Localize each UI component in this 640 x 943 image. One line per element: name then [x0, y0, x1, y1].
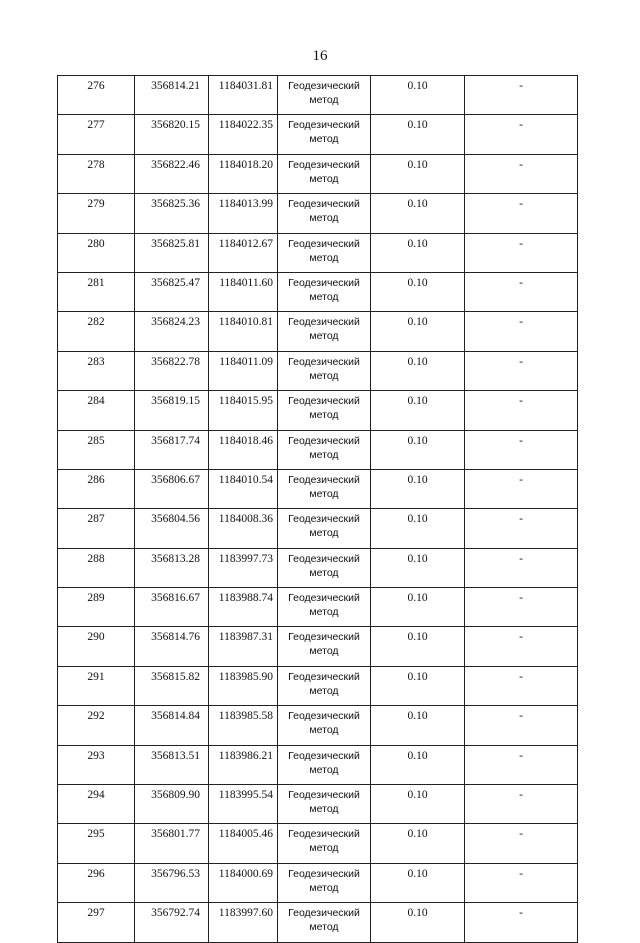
x-coordinate-cell: 356814.76 — [135, 627, 209, 666]
y-coordinate-cell: 1183985.90 — [209, 666, 278, 705]
y-coordinate-cell: 1184000.69 — [209, 863, 278, 902]
accuracy-cell: 0.10 — [371, 272, 465, 311]
table-row — [58, 76, 578, 115]
description-cell: - — [465, 115, 578, 154]
accuracy-cell: 0.10 — [371, 154, 465, 193]
point-number-cell: 294 — [58, 785, 135, 824]
x-coordinate-cell: 356801.77 — [135, 824, 209, 863]
point-number-cell: 282 — [58, 312, 135, 351]
y-coordinate-cell: 1184010.81 — [209, 312, 278, 351]
accuracy-cell: 0.10 — [371, 509, 465, 548]
y-coordinate-cell: 1183988.74 — [209, 588, 278, 627]
x-coordinate-cell: 356804.56 — [135, 509, 209, 548]
x-coordinate-cell: 356816.67 — [135, 588, 209, 627]
table-row — [58, 194, 578, 233]
table-row — [58, 272, 578, 311]
point-number-cell: 284 — [58, 391, 135, 430]
point-number-cell: 292 — [58, 706, 135, 745]
accuracy-cell: 0.10 — [371, 785, 465, 824]
accuracy-cell: 0.10 — [371, 627, 465, 666]
point-number-cell: 288 — [58, 548, 135, 587]
description-cell: - — [465, 351, 578, 390]
coordinates-table — [57, 75, 578, 943]
y-coordinate-cell: 1184013.99 — [209, 194, 278, 233]
method-cell: Геодезический метод — [278, 745, 371, 784]
table-row — [58, 903, 578, 942]
x-coordinate-cell: 356825.36 — [135, 194, 209, 233]
x-coordinate-cell: 356814.84 — [135, 706, 209, 745]
method-cell: Геодезический метод — [278, 666, 371, 705]
accuracy-cell: 0.10 — [371, 430, 465, 469]
y-coordinate-cell: 1184010.54 — [209, 469, 278, 508]
accuracy-cell: 0.10 — [371, 233, 465, 272]
description-cell: - — [465, 588, 578, 627]
description-cell: - — [465, 706, 578, 745]
point-number-cell: 293 — [58, 745, 135, 784]
x-coordinate-cell: 356820.15 — [135, 115, 209, 154]
y-coordinate-cell: 1184015.95 — [209, 391, 278, 430]
x-coordinate-cell: 356822.78 — [135, 351, 209, 390]
accuracy-cell: 0.10 — [371, 863, 465, 902]
point-number-cell: 280 — [58, 233, 135, 272]
table-row — [58, 627, 578, 666]
table-row — [58, 115, 578, 154]
y-coordinate-cell: 1184022.35 — [209, 115, 278, 154]
description-cell: - — [465, 430, 578, 469]
x-coordinate-cell: 356813.51 — [135, 745, 209, 784]
accuracy-cell: 0.10 — [371, 76, 465, 115]
point-number-cell: 295 — [58, 824, 135, 863]
y-coordinate-cell: 1184005.46 — [209, 824, 278, 863]
table-row — [58, 509, 578, 548]
page-number: 16 — [312, 48, 328, 64]
method-cell: Геодезический метод — [278, 391, 371, 430]
x-coordinate-cell: 356822.46 — [135, 154, 209, 193]
method-cell: Геодезический метод — [278, 233, 371, 272]
description-cell: - — [465, 154, 578, 193]
y-coordinate-cell: 1184018.46 — [209, 430, 278, 469]
accuracy-cell: 0.10 — [371, 824, 465, 863]
table-row — [58, 588, 578, 627]
point-number-cell: 291 — [58, 666, 135, 705]
accuracy-cell: 0.10 — [371, 548, 465, 587]
method-cell: Геодезический метод — [278, 509, 371, 548]
description-cell: - — [465, 391, 578, 430]
table-row — [58, 863, 578, 902]
y-coordinate-cell: 1183995.54 — [209, 785, 278, 824]
x-coordinate-cell: 356806.67 — [135, 469, 209, 508]
method-cell: Геодезический метод — [278, 115, 371, 154]
point-number-cell: 287 — [58, 509, 135, 548]
method-cell: Геодезический метод — [278, 154, 371, 193]
method-cell: Геодезический метод — [278, 194, 371, 233]
point-number-cell: 290 — [58, 627, 135, 666]
point-number-cell: 276 — [58, 76, 135, 115]
point-number-cell: 279 — [58, 194, 135, 233]
description-cell: - — [465, 785, 578, 824]
y-coordinate-cell: 1184008.36 — [209, 509, 278, 548]
description-cell: - — [465, 233, 578, 272]
x-coordinate-cell: 356825.81 — [135, 233, 209, 272]
coordinates-table-body — [58, 76, 578, 943]
method-cell: Геодезический метод — [278, 312, 371, 351]
point-number-cell: 289 — [58, 588, 135, 627]
method-cell: Геодезический метод — [278, 548, 371, 587]
description-cell: - — [465, 76, 578, 115]
accuracy-cell: 0.10 — [371, 706, 465, 745]
accuracy-cell: 0.10 — [371, 666, 465, 705]
accuracy-cell: 0.10 — [371, 745, 465, 784]
accuracy-cell: 0.10 — [371, 312, 465, 351]
x-coordinate-cell: 356809.90 — [135, 785, 209, 824]
y-coordinate-cell: 1183987.31 — [209, 627, 278, 666]
method-cell: Геодезический метод — [278, 351, 371, 390]
table-row — [58, 706, 578, 745]
description-cell: - — [465, 824, 578, 863]
accuracy-cell: 0.10 — [371, 115, 465, 154]
x-coordinate-cell: 356796.53 — [135, 863, 209, 902]
method-cell: Геодезический метод — [278, 76, 371, 115]
accuracy-cell: 0.10 — [371, 903, 465, 942]
description-cell: - — [465, 469, 578, 508]
method-cell: Геодезический метод — [278, 588, 371, 627]
description-cell: - — [465, 509, 578, 548]
description-cell: - — [465, 272, 578, 311]
table-row — [58, 430, 578, 469]
y-coordinate-cell: 1183997.60 — [209, 903, 278, 942]
y-coordinate-cell: 1184031.81 — [209, 76, 278, 115]
y-coordinate-cell: 1184011.60 — [209, 272, 278, 311]
method-cell: Геодезический метод — [278, 430, 371, 469]
point-number-cell: 296 — [58, 863, 135, 902]
point-number-cell: 277 — [58, 115, 135, 154]
y-coordinate-cell: 1184011.09 — [209, 351, 278, 390]
method-cell: Геодезический метод — [278, 469, 371, 508]
table-row — [58, 391, 578, 430]
x-coordinate-cell: 356817.74 — [135, 430, 209, 469]
table-row — [58, 745, 578, 784]
x-coordinate-cell: 356813.28 — [135, 548, 209, 587]
y-coordinate-cell: 1183986.21 — [209, 745, 278, 784]
table-row — [58, 469, 578, 508]
x-coordinate-cell: 356814.21 — [135, 76, 209, 115]
point-number-cell: 297 — [58, 903, 135, 942]
description-cell: - — [465, 745, 578, 784]
point-number-cell: 281 — [58, 272, 135, 311]
accuracy-cell: 0.10 — [371, 194, 465, 233]
table-row — [58, 154, 578, 193]
x-coordinate-cell: 356825.47 — [135, 272, 209, 311]
method-cell: Геодезический метод — [278, 706, 371, 745]
table-row — [58, 233, 578, 272]
accuracy-cell: 0.10 — [371, 588, 465, 627]
x-coordinate-cell: 356824.23 — [135, 312, 209, 351]
point-number-cell: 286 — [58, 469, 135, 508]
x-coordinate-cell: 356815.82 — [135, 666, 209, 705]
description-cell: - — [465, 194, 578, 233]
accuracy-cell: 0.10 — [371, 351, 465, 390]
point-number-cell: 285 — [58, 430, 135, 469]
point-number-cell: 278 — [58, 154, 135, 193]
y-coordinate-cell: 1183997.73 — [209, 548, 278, 587]
x-coordinate-cell: 356819.15 — [135, 391, 209, 430]
table-row — [58, 351, 578, 390]
description-cell: - — [465, 548, 578, 587]
method-cell: Геодезический метод — [278, 627, 371, 666]
accuracy-cell: 0.10 — [371, 469, 465, 508]
description-cell: - — [465, 863, 578, 902]
method-cell: Геодезический метод — [278, 903, 371, 942]
table-row — [58, 548, 578, 587]
accuracy-cell: 0.10 — [371, 391, 465, 430]
point-number-cell: 283 — [58, 351, 135, 390]
table-row — [58, 312, 578, 351]
description-cell: - — [465, 903, 578, 942]
y-coordinate-cell: 1184012.67 — [209, 233, 278, 272]
table-row — [58, 785, 578, 824]
description-cell: - — [465, 627, 578, 666]
table-row — [58, 824, 578, 863]
table-row — [58, 666, 578, 705]
method-cell: Геодезический метод — [278, 824, 371, 863]
y-coordinate-cell: 1184018.20 — [209, 154, 278, 193]
description-cell: - — [465, 666, 578, 705]
y-coordinate-cell: 1183985.58 — [209, 706, 278, 745]
method-cell: Геодезический метод — [278, 785, 371, 824]
description-cell: - — [465, 312, 578, 351]
x-coordinate-cell: 356792.74 — [135, 903, 209, 942]
method-cell: Геодезический метод — [278, 272, 371, 311]
method-cell: Геодезический метод — [278, 863, 371, 902]
